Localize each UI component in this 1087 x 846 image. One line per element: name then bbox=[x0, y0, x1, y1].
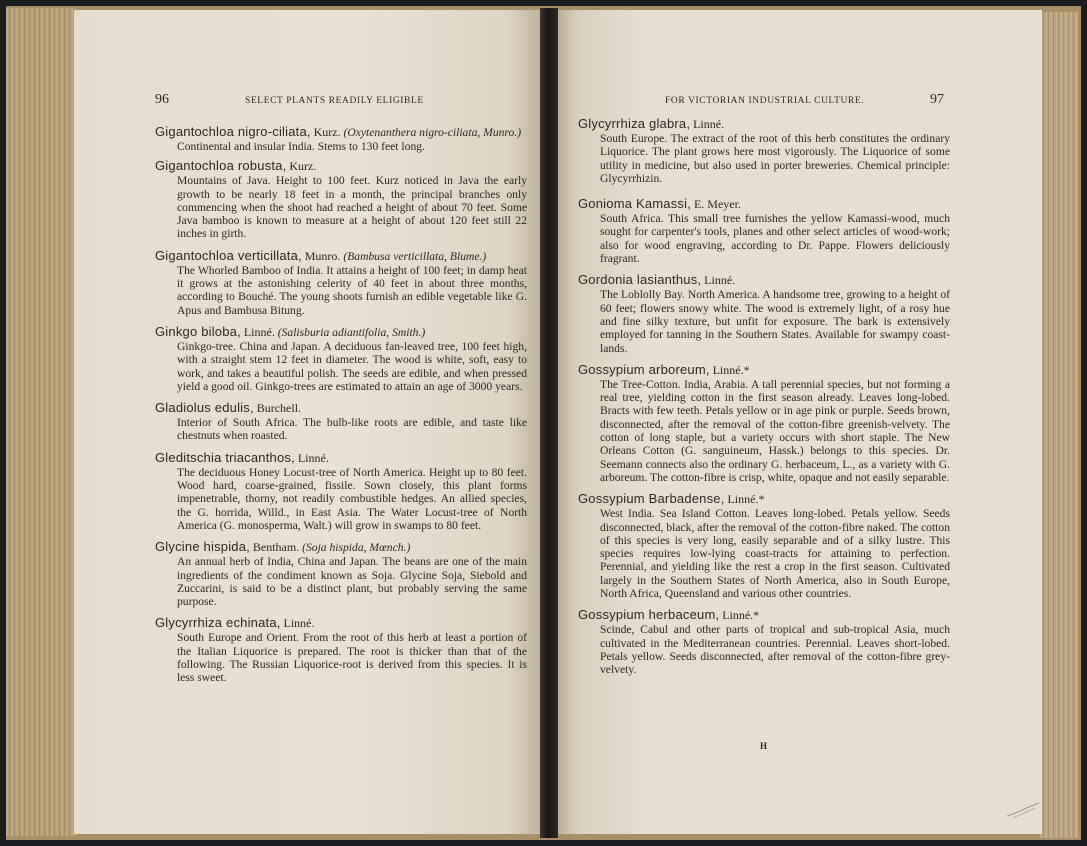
right-page-number: 97 bbox=[930, 92, 944, 107]
plant-description: South Africa. This small tree furnishes the yellow Kamassi-wood, much sought for carpenter's tools, planes and other select articles of wood-work; also for wood engraving, according to Dr. Pappe. Flowers deliciously fragrant. bbox=[600, 212, 950, 266]
plant-name: Gigantochloa robusta, bbox=[155, 158, 287, 174]
plant-synonym: (Soja hispida, Mœnch.) bbox=[302, 541, 411, 555]
plant-synonym: (Salisburia adiantifolia, Smith.) bbox=[277, 325, 426, 339]
plant-entry bbox=[155, 615, 527, 684]
plant-synonym: (Oxytenanthera nigro-ciliata, Munro.) bbox=[343, 126, 522, 139]
plant-entry bbox=[578, 272, 950, 354]
plant-authority: Linné. bbox=[283, 616, 315, 631]
plant-name: Glycine hispida, bbox=[155, 539, 250, 555]
plant-entry bbox=[155, 324, 527, 393]
plant-name: Glycyrrhiza echinata, bbox=[155, 615, 281, 631]
plant-authority: Linné. bbox=[297, 450, 329, 465]
right-running-head: FOR VICTORIAN INDUSTRIAL CULTURE. bbox=[665, 96, 865, 106]
plant-name: Ginkgo biloba, bbox=[155, 323, 241, 339]
plant-description: Continental and insular India. Stems to 130 feet long. bbox=[177, 140, 425, 153]
plant-authority: Kurz. bbox=[289, 159, 317, 174]
plant-name: Gigantochloa verticillata, bbox=[155, 247, 302, 263]
plant-name: Gossypium Barbadense, bbox=[578, 491, 725, 507]
right-text-column bbox=[578, 116, 950, 684]
signature-mark: H bbox=[760, 741, 768, 751]
plant-authority: E. Meyer. bbox=[693, 197, 741, 212]
right-page-edges bbox=[1040, 12, 1078, 838]
left-page-number: 96 bbox=[155, 92, 169, 107]
plant-authority: Burchell. bbox=[256, 401, 302, 416]
plant-name: Gigantochloa nigro-ciliata, bbox=[155, 124, 311, 139]
pencil-mark-icon bbox=[1005, 800, 1041, 820]
plant-authority: Linné.* bbox=[727, 492, 765, 507]
plant-authority: Linné. bbox=[243, 324, 275, 339]
plant-name: Gonioma Kamassi, bbox=[578, 196, 692, 212]
plant-entry bbox=[578, 362, 950, 484]
plant-authority: Bentham. bbox=[252, 540, 300, 555]
plant-authority: Munro. bbox=[304, 248, 341, 263]
plant-description: The deciduous Honey Locust-tree of North America. Height up to 80 feet. Wood hard, coarse-grained, fissile. Sown closely, this plant forms impenetrable, thorny, not readily combustible hedges. An allied species, the G. horrida, Willd., in East Asia. The Water Locust-tree of North America (G. monosperma, Walt.) will grow in swamps to 80 feet. bbox=[177, 465, 527, 532]
plant-name: Glycyrrhiza glabra, bbox=[578, 116, 691, 131]
plant-entry bbox=[155, 124, 527, 153]
plant-authority: Linné. bbox=[704, 273, 736, 288]
book-gutter bbox=[540, 8, 558, 838]
plant-description: Interior of South Africa. The bulb-like roots are edible, and taste like chestnuts when roasted. bbox=[177, 416, 527, 443]
plant-name: Gossypium herbaceum, bbox=[578, 607, 720, 623]
plant-authority: Linné.* bbox=[712, 362, 750, 377]
plant-name: Gossypium arboreum, bbox=[578, 361, 710, 377]
plant-entry bbox=[155, 400, 527, 443]
plant-description: The Loblolly Bay. North America. A handsome tree, growing to a height of 60 feet; flowers snowy white. The wood is extremely light, of a rosy hue and fine silky texture, but unfit for exposure. The bark is extensively employed for tanning in the Southern States. Available for swampy coast-lands. bbox=[600, 288, 950, 355]
left-page-edges bbox=[6, 8, 76, 836]
plant-description: South Europe and Orient. From the root of this herb at least a portion of the Italian Liquorice is prepared. The root is thicker than that of the following. The Russian Liquorice-root is derived from this species. It is less sweet. bbox=[177, 631, 527, 685]
plant-entry bbox=[155, 450, 527, 532]
plant-entry bbox=[578, 607, 950, 676]
plant-authority: Linné.* bbox=[722, 608, 760, 623]
plant-entry bbox=[578, 491, 950, 600]
plant-description: Scinde, Cabul and other parts of tropical and sub-tropical Asia, much cultivated in the Mediterranean countries. Perennial. Leaves short-lobed. Petals yellow. Seeds disconnected, after removal of the cotton-fibre grey-velvety. bbox=[600, 623, 950, 677]
plant-entry bbox=[578, 196, 950, 265]
left-running-head: SELECT PLANTS READILY ELIGIBLE bbox=[245, 96, 424, 106]
plant-description: The Whorled Bamboo of India. It attains a height of 100 feet; in damp heat it grows at the astonishing celerity of 40 feet in about three months, according to Bouché. The young shoots furnish an edible vegetable like G. Apus and Bambusa Bitung. bbox=[177, 263, 527, 317]
plant-name: Gladiolus edulis, bbox=[155, 400, 254, 416]
plant-description: Mountains of Java. Height to 100 feet. Kurz noticed in Java the early growth to be nearly 18 feet in a month, the principal branches only commencing when the shoot had reached a height of about 70 feet. Some Java bamboo is known to measure at a height of about 120 feet still 22 inches in girth. bbox=[177, 174, 527, 241]
plant-name: Gleditschia triacanthos, bbox=[155, 449, 295, 465]
plant-description: West India. Sea Island Cotton. Leaves long-lobed. Petals yellow. Seeds disconnected, black, after the removal of the cotton-fibre naked. The cotton of this species is very long, easily separable and of a silky lustre. This species requires low-lying coast-tracts for attaining to perfection. Perennial, and yielding like the rest a crop in the first season. Cultivated largely in the Southern States of North America, also in South Europe, North Africa, Queensland and various other countries. bbox=[600, 507, 950, 601]
plant-name: Gordonia lasianthus, bbox=[578, 272, 702, 288]
plant-entry bbox=[155, 539, 527, 608]
plant-description: An annual herb of India, China and Japan. The beans are one of the main ingredients of the condiment known as Soja. Glycine Soja, Siebold and Zuccarini, is said to be a distinct plant, but probably serving the same purpose. bbox=[177, 555, 527, 609]
plant-authority: Kurz. bbox=[313, 125, 341, 139]
plant-description: South Europe. The extract of the root of this herb constitutes the ordinary Liquorice. The plant grows here most vigorously. The Liquorice of some utility in medicine, but also used in porter breweries. Chemical principle: Glycyrrhizin. bbox=[600, 132, 950, 185]
plant-description: The Tree-Cotton. India, Arabia. A tall perennial species, but not forming a real tree, yielding cotton in the first season already. Leaves long-lobed. Bracts with few teeth. Petals yellow or in age pink or purple. Seeds brown, disconnected, after the removal of the cotton-fibre greenish-velvety. The cotton of long staple, but a variety occurs with short staple. The New Orleans Cotton (G. sanguineum, Hassk.) belongs to this species. Dr. Seemann connects also the ordinary G. herbaceum, L., as a variety with G. arboreum. The cotton-fibre is crisp, white, opaque and not easily separable. bbox=[600, 377, 950, 484]
plant-synonym: (Bambusa verticillata, Blume.) bbox=[343, 249, 487, 263]
plant-authority: Linné. bbox=[693, 117, 725, 131]
plant-entry bbox=[578, 116, 950, 185]
plant-description: Ginkgo-tree. China and Japan. A deciduous fan-leaved tree, 100 feet high, with a straight stem 12 feet in diameter. The wood is white, soft, easy to work, and takes a beautiful polish. The seeds are edible, and when pressed yield a good oil. Ginkgo-trees are estimated to attain an age of 3000 years. bbox=[177, 339, 527, 393]
plant-entry bbox=[155, 248, 527, 317]
plant-entry bbox=[155, 158, 527, 240]
left-text-column bbox=[155, 124, 527, 692]
